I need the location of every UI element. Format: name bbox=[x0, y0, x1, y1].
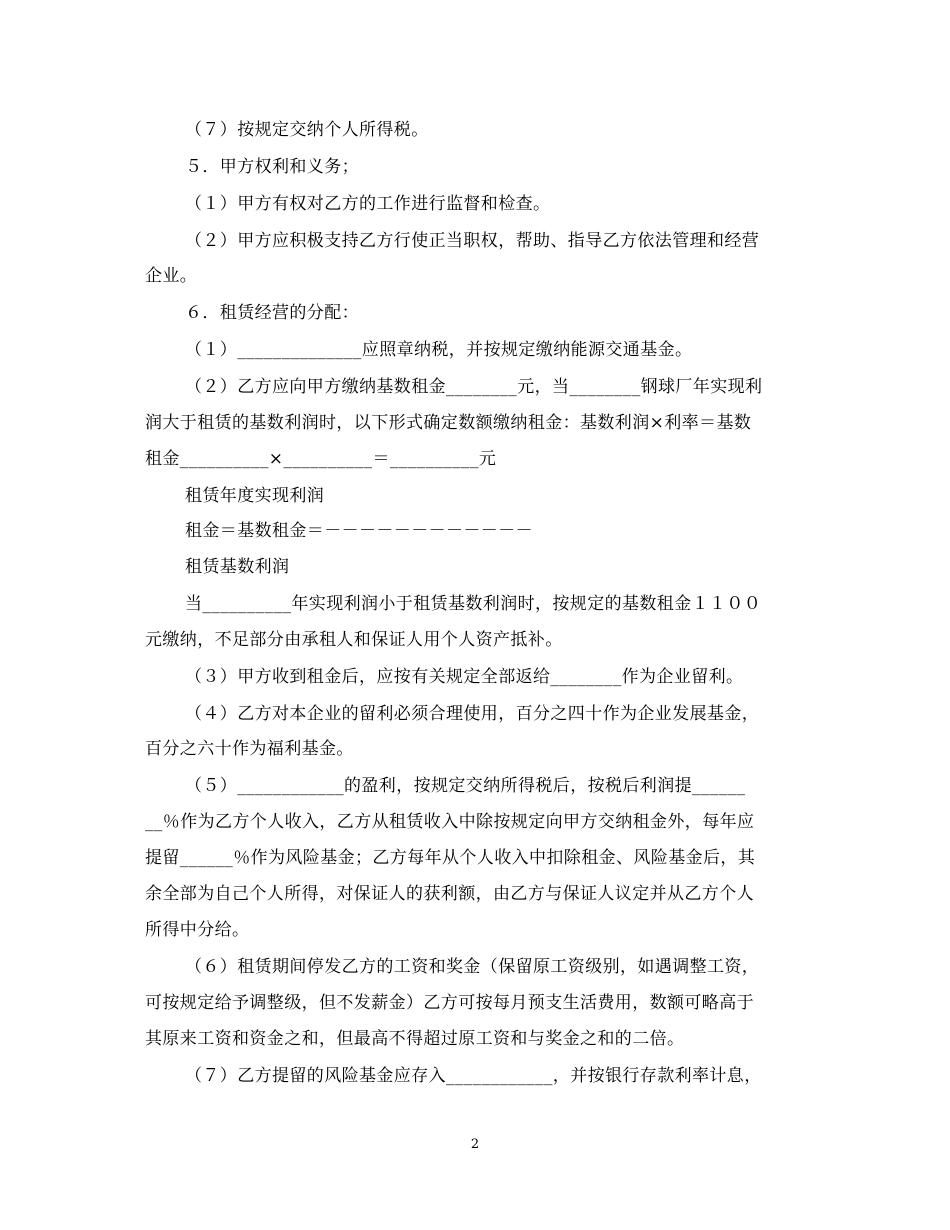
shortfall-line-2: 元缴纳，不足部分由承租人和保证人用个人资产抵补。 bbox=[145, 630, 563, 650]
clause-6-5-line-4: 余全部为自己个人所得，对保证人的获利额，由乙方与保证人议定并从乙方个人 bbox=[145, 884, 754, 904]
clause-6-5-line-3: 提留______％作为风险基金；乙方每年从个人收入中扣除租金、风险基金后，其 bbox=[145, 848, 756, 868]
section-6-heading: ６．租赁经营的分配： bbox=[185, 303, 359, 323]
clause-6-6-line-2: 可按规定给予调整级，但不发薪金）乙方可按每月预支生活费用，数额可略高于 bbox=[145, 993, 754, 1013]
clause-6-2-line-2: 润大于租赁的基数利润时，以下形式确定数额缴纳租金：基数利润×利率＝基数 bbox=[145, 413, 752, 433]
clause-6-7-line-1: （７）乙方提留的风险基金应存入____________，并按银行存款利率计息， bbox=[185, 1066, 762, 1086]
clause-6-2-line-1: （２）乙方应向甲方缴纳基数租金________元，当________钢球厂年实现利 bbox=[185, 377, 763, 397]
clause-5-2-line-1: （２）甲方应积极支持乙方行使正当职权，帮助、指导乙方依法管理和经营 bbox=[185, 231, 760, 251]
clause-6-5-line-1: （５）____________的盈利，按规定交纳所得税后，按税后利润提______ bbox=[185, 776, 746, 796]
formula-denominator: 租赁基数利润 bbox=[185, 557, 290, 577]
clause-6-4-line-2: 百分之六十作为福利基金。 bbox=[145, 739, 354, 759]
page-number: 2 bbox=[470, 1137, 480, 1152]
clause-7-personal-tax: （７）按规定交纳个人所得税。 bbox=[185, 120, 429, 140]
clause-6-3: （３）甲方收到租金后，应按有关规定全部返给________作为企业留利。 bbox=[185, 667, 744, 687]
formula-rent: 租金＝基数租金＝－－－－－－－－－－－－ bbox=[185, 521, 533, 541]
clause-6-1: （１）______________应照章纳税，并按规定缴纳能源交通基金。 bbox=[185, 340, 693, 360]
clause-5-1: （１）甲方有权对乙方的工作进行监督和检查。 bbox=[185, 194, 551, 214]
formula-numerator: 租赁年度实现利润 bbox=[185, 486, 325, 506]
clause-6-2-line-3: 租金__________×__________＝__________元 bbox=[145, 449, 497, 469]
clause-5-2-line-2: 企业。 bbox=[145, 266, 198, 286]
clause-6-5-line-5: 所得中分给。 bbox=[145, 920, 250, 940]
shortfall-line-1: 当__________年实现利润小于租赁基数利润时，按规定的基数租金１１００ bbox=[185, 594, 762, 614]
clause-6-6-line-3: 其原来工资和资金之和，但最高不得超过原工资和与奖金之和的二倍。 bbox=[145, 1029, 685, 1049]
section-5-heading: ５．甲方权利和义务； bbox=[185, 157, 359, 177]
clause-6-6-line-1: （６）租赁期间停发乙方的工资和奖金（保留原工资级别，如遇调整工资， bbox=[185, 957, 760, 977]
clause-6-5-line-2: __％作为乙方个人收入，乙方从租赁收入中除按规定向甲方交纳租金外，每年应 bbox=[145, 812, 755, 832]
clause-6-4-line-1: （４）乙方对本企业的留利必须合理使用，百分之四十作为企业发展基金， bbox=[185, 704, 760, 724]
